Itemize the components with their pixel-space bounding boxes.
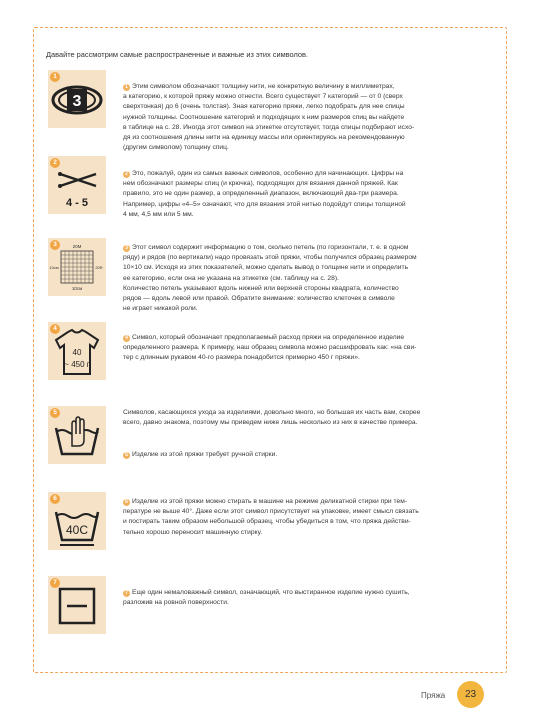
- bullet-number: 7: [123, 590, 130, 597]
- paragraph-care-intro: Символов, касающихся ухода за изделиями, довольно много, но большая их часть вам, скорее всего, давно знакома, поэтому мы приведем ниже лишь несколько из них в качестве примера.: [123, 409, 421, 427]
- paragraph-yarn-weight: 1 Этим символом обозначают толщину нити, не конкретную величину в миллиметрах, а категорию, к которой пряжу можно отнести. Всего существует 7 категорий — от 0 (сверх сверхтонкая) до 6 (очень толстая). Зная категорию пряжи, легко подобрать для нее спицы нужной толщины. Соотношение категорий и подходящих к ним размеров спиц вы найдете в таблице на с. 28. Иногда этот символ на этикетке отсутствует, тогда спицы подбирают исхо- дя из соотношения длины нити на единицу массы или ориентируясь на рекомендованную (другим символом) толщину спиц.: [123, 83, 415, 152]
- sweater-size-label: 40: [72, 348, 82, 357]
- icon-number: 7: [50, 578, 60, 588]
- needle-size-icon: [48, 156, 106, 214]
- icon-number: 2: [50, 158, 60, 168]
- bullet-number: 1: [123, 84, 130, 91]
- gauge-left-label: 10см: [49, 265, 59, 270]
- icon-number: 6: [50, 494, 60, 504]
- page-number: 23: [457, 681, 484, 708]
- paragraph-machine-wash: 6 Изделие из этой пряжи можно стирать в машине на режиме деликатной стирки при тем- пературе не выше 40°. Даже если этот символ присутствует на упаковке, имеет смысл связать и постирать таким образом небольшой образец, чтобы убедиться в том, что пряжа действи- тельно хорошо переносит машинную стирку.: [123, 498, 419, 536]
- gauge-top-label: 20М: [72, 244, 82, 249]
- section-title: Пряжа: [421, 691, 446, 700]
- hand-wash-icon: [48, 406, 106, 464]
- paragraph-needle-size: 2 Это, пожалуй, один из самых важных символов, особенно для начинающих. Цифры на нем обозначают размеры спиц (и крючка), подходящих для вязания данной пряжей. Как правило, это не один размер, а определенный диапазон, включающий два-три размера. Например, цифры «4–5» означают, что для вязания этой нитью подойдут спицы толщиной 4 мм, 4,5 мм или 5 мм.: [123, 170, 406, 218]
- needle-size-label: 4 - 5: [65, 197, 89, 209]
- paragraph-dry-flat: 7 Еще один немаловажный символ, означающий, что выстиранное изделие нужно сушить, разложив на ровной поверхности.: [123, 589, 410, 607]
- gauge-bottom-label: 10см: [71, 286, 83, 291]
- yarn-weight-label: 3: [72, 93, 82, 110]
- machine-wash-icon: [48, 492, 106, 550]
- bullet-number: 6: [123, 499, 130, 506]
- sweater-icon: [48, 322, 106, 380]
- paragraph-gauge: 3 Этот символ содержит информацию о том, сколько петель (по горизонтали, т. е. в одном ряду) и рядов (по вертикали) надо провязать этой пряжи, чтобы получился образец размером 10×10 см. Исходя из этих показателей, можно сделать вывод о толщине нити и определить ее категорию, если она не указана на этикетке (см. таблицу на с. 28). Количество петель указывают вдоль нижней или верхней стороны квадрата, количество рядов — вдоль левой или правой. Обратите внимание: количество клеточек в символе не играет никакой роли.: [123, 244, 417, 313]
- icon-number: 4: [50, 324, 60, 334]
- wash-temp-label: 40С: [65, 523, 89, 537]
- yarn-weight-icon: [48, 70, 106, 128]
- sweater-weight-label: ~ 450 г: [64, 360, 90, 369]
- gauge-grid-icon: [48, 238, 106, 296]
- gauge-right-label: 20R: [95, 265, 103, 270]
- bullet-number: 2: [123, 171, 130, 178]
- bullet-number: 5: [123, 452, 130, 459]
- icon-number: 1: [50, 72, 60, 82]
- paragraph-yarn-consumption: 4 Символ, который обозначает предполагаемый расход пряжи на определенное изделие определенного размера. К примеру, наш образец символа можно расшифровать как: «на сви- тер с длинным рукавом 40-го размера понадобится примерно 450 г пряжи».: [123, 334, 417, 362]
- icon-number: 5: [50, 408, 60, 418]
- dry-flat-icon: [48, 576, 106, 634]
- icon-number: 3: [50, 240, 60, 250]
- bullet-number: 3: [123, 245, 130, 252]
- bullet-number: 4: [123, 335, 130, 342]
- paragraph-hand-wash: 5 Изделие из этой пряжи требует ручной стирки.: [123, 450, 493, 460]
- intro-text: Давайте рассмотрим самые распространенные и важные из этих символов.: [46, 50, 308, 59]
